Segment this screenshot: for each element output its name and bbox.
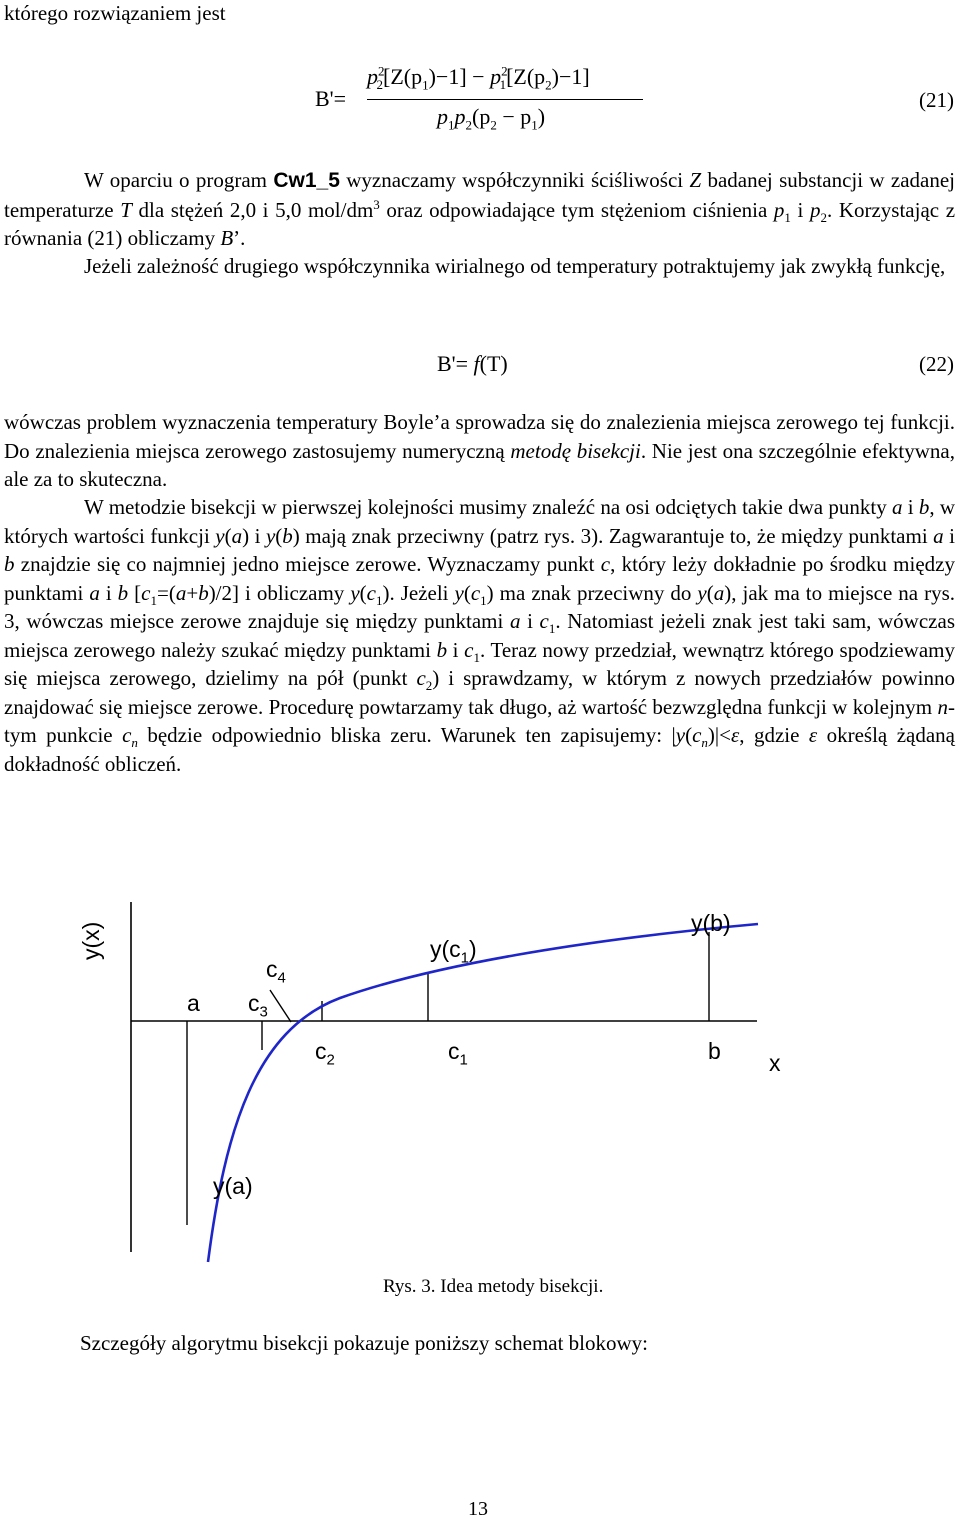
program-name: Cw1_5 bbox=[273, 169, 340, 192]
label-c3: $c_3$ bbox=[248, 990, 268, 1021]
equation-21-number: (21) bbox=[919, 88, 954, 112]
label-a: a bbox=[187, 990, 200, 1016]
paragraph-2: Jeżeli zależność drugiego współczynnika wirialnego od temperatury potraktujemy jak zwykłą funkcję, bbox=[84, 254, 946, 278]
paragraph-3: wówczas problem wyznaczenia temperatury Boyle’a sprowadza się do znalezienia miejsca zerowego tej funkcji. Do znalezienia miejsca zerowego zastosujemy numeryczną metodę bisekcji. Nie jest ona szczególnie efektywna, ale za to skuteczna. bbox=[4, 410, 955, 491]
function-curve bbox=[208, 924, 758, 1262]
label-y-b: y(b) bbox=[691, 910, 731, 936]
label-c2: $c_2$ bbox=[315, 1038, 335, 1069]
eq21-lhs: B'= bbox=[315, 86, 347, 111]
x-axis-label: x bbox=[769, 1050, 781, 1076]
label-b: b bbox=[708, 1038, 721, 1064]
fraction-bar bbox=[367, 99, 643, 100]
closing-sentence: Szczegóły algorytmu bisekcji pokazuje poniższy schemat blokowy: bbox=[80, 1331, 649, 1355]
equation-22-number: (22) bbox=[919, 352, 954, 376]
y-axis-label: y(x) bbox=[78, 921, 104, 960]
figure-caption: Rys. 3. Idea metody bisekcji. bbox=[383, 1276, 604, 1297]
label-c4: $c_4$ bbox=[266, 956, 286, 987]
eq21-numerator: $p^2_2[Z(p_1)-1] - p^2_1[Z(p_2)-1]$ bbox=[367, 63, 590, 93]
paragraph-1: W oparciu o program Cw1_5 wyznaczamy współczynniki ściśliwości Z badanej substancji w zadanej temperaturze T dla stężeń 2,0 i 5,0 mol/$dm^3$ oraz odpowiadające tym stężeniom ciśnienia $p_1$ i $p_2$. Korzystając z równania (21) obliczamy B’. bbox=[4, 168, 956, 250]
label-y-c1: $y(c_1)$ bbox=[430, 936, 477, 967]
paragraph-4: W metodzie bisekcji w pierwszej kolejności musimy znaleźć na osi odciętych takie dwa punkty a i b, w których wartości funkcji y(a) i y(b) mają znak przeciwny (patrz rys. 3). Zagwarantuje to, że między punktami a i b znajdzie się co najmniej jedno miejsce zerowe. Wyznaczamy punkt c, który leży dokładnie po środku między punktami a i b $[c_1=(a+b)/2]$ i obliczamy $y(c_1)$. Jeżeli $y(c_1)$ ma znak przeciwny do y(a), jak ma to miejsce na rys. 3, wówczas miejsce zerowe znajduje się między punktami a i $c_1$. Natomiast jeżeli znak jest taki sam, wówczas miejsca zerowego należy szukać między punktami b i $c_1$. Teraz nowy przedział, wewnątrz którego spodziewamy się miejsca zerowego, dzielimy na pół (punkt $c_2$) i sprawdzamy, w którym z nowych przedziałów powinno znajdować się miejsce zerowe. Procedurę powtarzamy tak długo, aż wartość bezwzględna funkcji w kolejnym n-tym punkcie $c_n$ będzie odpowiednio bliska zeru. Warunek ten zapisujemy: $|y(c_n)|<\varepsilon$, gdzie ε określą żądaną dokładność obliczeń. bbox=[4, 495, 956, 776]
bisection-diagram bbox=[0, 880, 960, 1270]
equation-21 bbox=[315, 60, 645, 140]
intro-line: którego rozwiązaniem jest bbox=[4, 1, 226, 25]
page-number: 13 bbox=[468, 1498, 488, 1520]
equation-22: B'= f(T) bbox=[437, 351, 508, 376]
bisection-figure bbox=[0, 880, 960, 1270]
c4-leader-line bbox=[270, 990, 291, 1022]
label-y-a: y(a) bbox=[213, 1173, 253, 1199]
eq21-denominator: $p_1p_2(p_2 - p_1)$ bbox=[437, 104, 546, 133]
label-c1: $c_1$ bbox=[448, 1038, 468, 1069]
